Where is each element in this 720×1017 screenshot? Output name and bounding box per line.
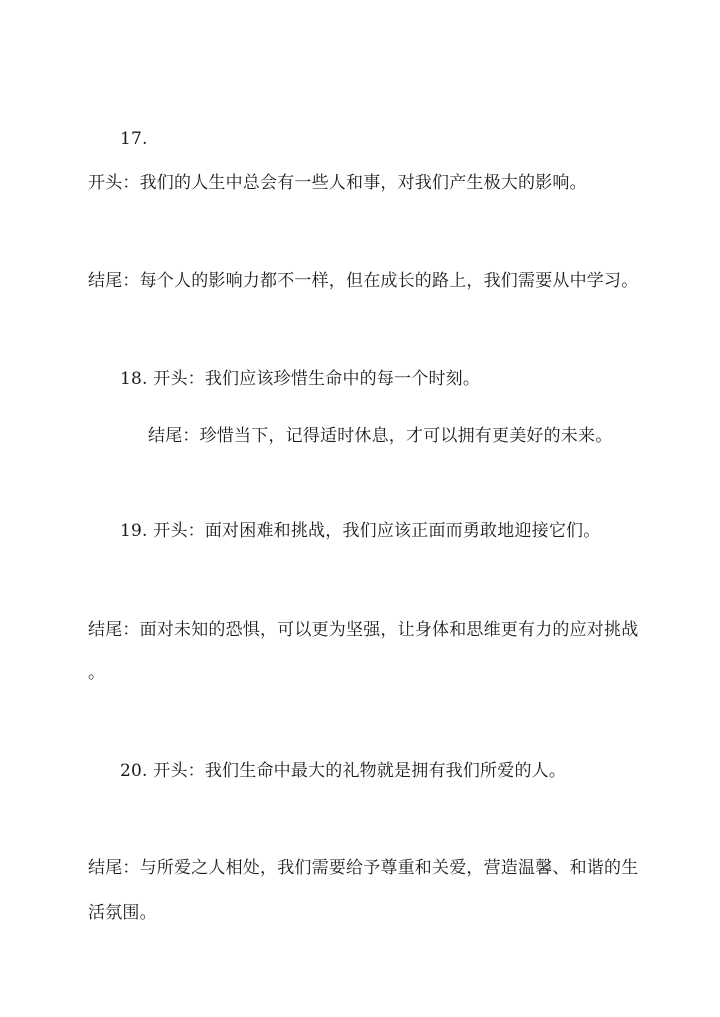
item-20-opening: 20. 开头：我们生命中最大的礼物就是拥有我们所爱的人。 <box>120 761 567 781</box>
item-18-ending: 结尾：珍惜当下，记得适时休息，才可以拥有更美好的未来。 <box>148 426 613 446</box>
item-17-ending: 结尾：每个人的影响力都不一样，但在成长的路上，我们需要从中学习。 <box>88 271 639 291</box>
item-19-ending-cont: 。 <box>88 663 106 683</box>
item-17-opening: 开头：我们的人生中总会有一些人和事，对我们产生极大的影响。 <box>88 173 587 193</box>
item-17-number: 17. <box>120 129 148 149</box>
item-20-ending-cont: 活氛围。 <box>88 903 157 923</box>
item-20-ending: 结尾：与所爱之人相处，我们需要给予尊重和关爱，营造温馨、和谐的生 <box>88 858 639 878</box>
item-18-opening: 18. 开头：我们应该珍惜生命中的每一个时刻。 <box>120 369 481 389</box>
item-19-opening: 19. 开头：面对困难和挑战，我们应该正面而勇敢地迎接它们。 <box>120 521 601 541</box>
item-19-ending: 结尾：面对未知的恐惧，可以更为坚强，让身体和思维更有力的应对挑战 <box>88 620 639 640</box>
